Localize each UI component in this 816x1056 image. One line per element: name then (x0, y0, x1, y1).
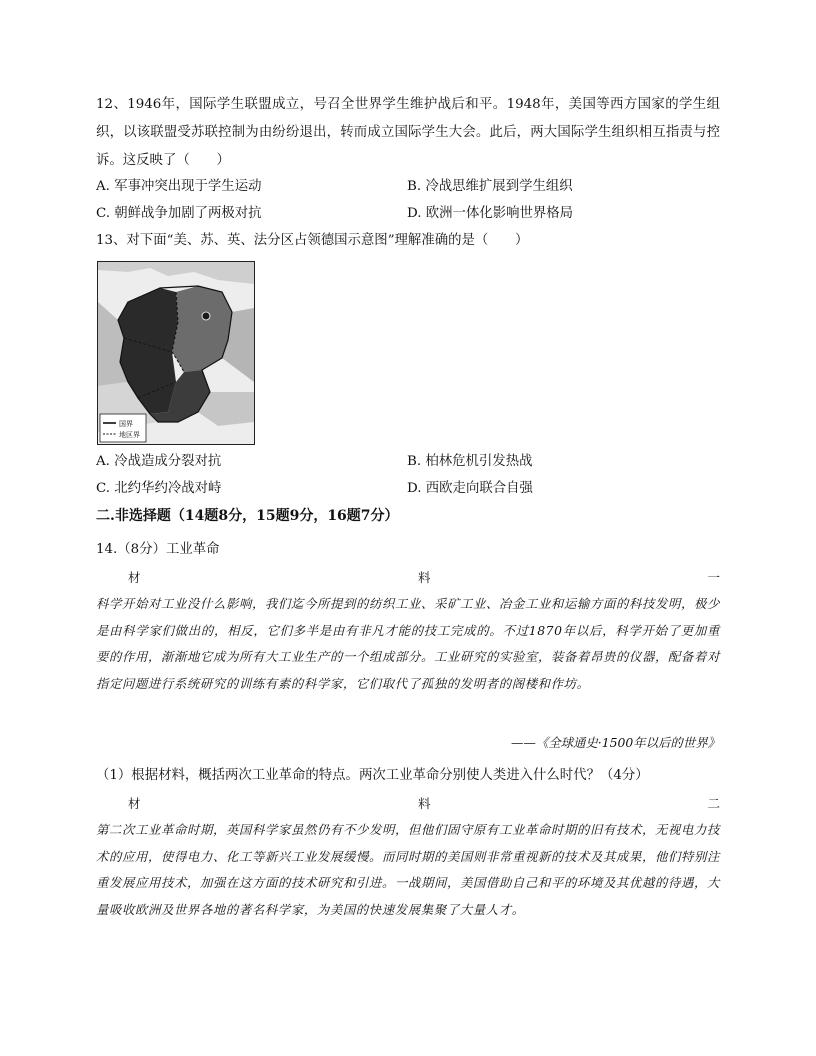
material-1-label: 材 料 一 (128, 570, 720, 585)
q13-option-d[interactable]: D. 西欧走向联合自强 (407, 481, 533, 496)
q13-option-c[interactable]: C. 北约华约冷战对峙 (96, 481, 222, 496)
question-12-stem: 12、1946年，国际学生联盟成立，号召全世界学生维护战后和平。1948年，美国等西方国家的学生组织，以该联盟受苏联控制为由纷纷退出，转而成立国际学生大会。此后，两大国际学生组织相互指责与控诉。这反映了（ ） (96, 97, 720, 168)
material-2-label: 材 料 二 (128, 796, 720, 811)
q12-option-b[interactable]: B. 冷战思维扩展到学生组织 (407, 179, 573, 194)
material-1-source: ——《全球通史·1500年以后的世界》 (511, 735, 720, 750)
section-heading: 二.非选择题（14题8分，15题9分，16题7分） (96, 508, 399, 524)
question-12-options (96, 173, 720, 227)
germany-occupation-map (97, 261, 255, 445)
question-14-sub-1: （1）根据材料，概括两次工业革命的特点。两次工业革命分别使人类进入什么时代？（4分） (96, 768, 649, 783)
q13-option-a[interactable]: A. 冷战造成分裂对抗 (96, 454, 222, 469)
legend-region-border: 地区界 (119, 431, 140, 439)
material-1-text: 科学开始对工业没什么影响，我们迄今所提到的纺织工业、采矿工业、冶金工业和运输方面的科技发明，极少是由科学家们做出的，相反，它们多半是由有非凡才能的技工完成的。不过1870年以后，科学开始了更加重要的作用，渐渐地它成为所有大工业生产的一个组成部分。工业研究的实验室，装备着昂贵的仪器，配备着对指定问题进行系统研究的训练有素的科学家，它们取代了孤独的发明者的阁楼和作坊。 (96, 596, 720, 691)
q12-option-a[interactable]: A. 军事冲突出现于学生运动 (96, 179, 262, 194)
material-2-text: 第二次工业革命时期，英国科学家虽然仍有不少发明，但他们固守原有工业革命时期的旧有技术，无视电力技术的应用，使得电力、化工等新兴工业发展缓慢。而同时期的美国则非常重视新的技术及其成果，他们特别注重发展应用技术，加强在这方面的技术研究和引进。一战期间，美国借助自己和平的环境及其优越的待遇，大量吸收欧洲及世界各地的著名科学家，为美国的快速发展集聚了大量人才。 (96, 822, 720, 917)
question-13-options (96, 448, 720, 502)
q12-option-c[interactable]: C. 朝鲜战争加剧了两极对抗 (96, 206, 262, 221)
question-13-stem: 13、对下面“美、苏、英、法分区占领德国示意图”理解准确的是（ ） (96, 233, 529, 248)
legend-border: 国界 (119, 420, 133, 428)
q12-option-d[interactable]: D. 欧洲一体化影响世界格局 (407, 206, 574, 221)
q13-option-b[interactable]: B. 柏林危机引发热战 (407, 454, 533, 469)
map-graphic (98, 262, 254, 444)
question-14-title: 14.（8分）工业革命 (96, 542, 220, 557)
